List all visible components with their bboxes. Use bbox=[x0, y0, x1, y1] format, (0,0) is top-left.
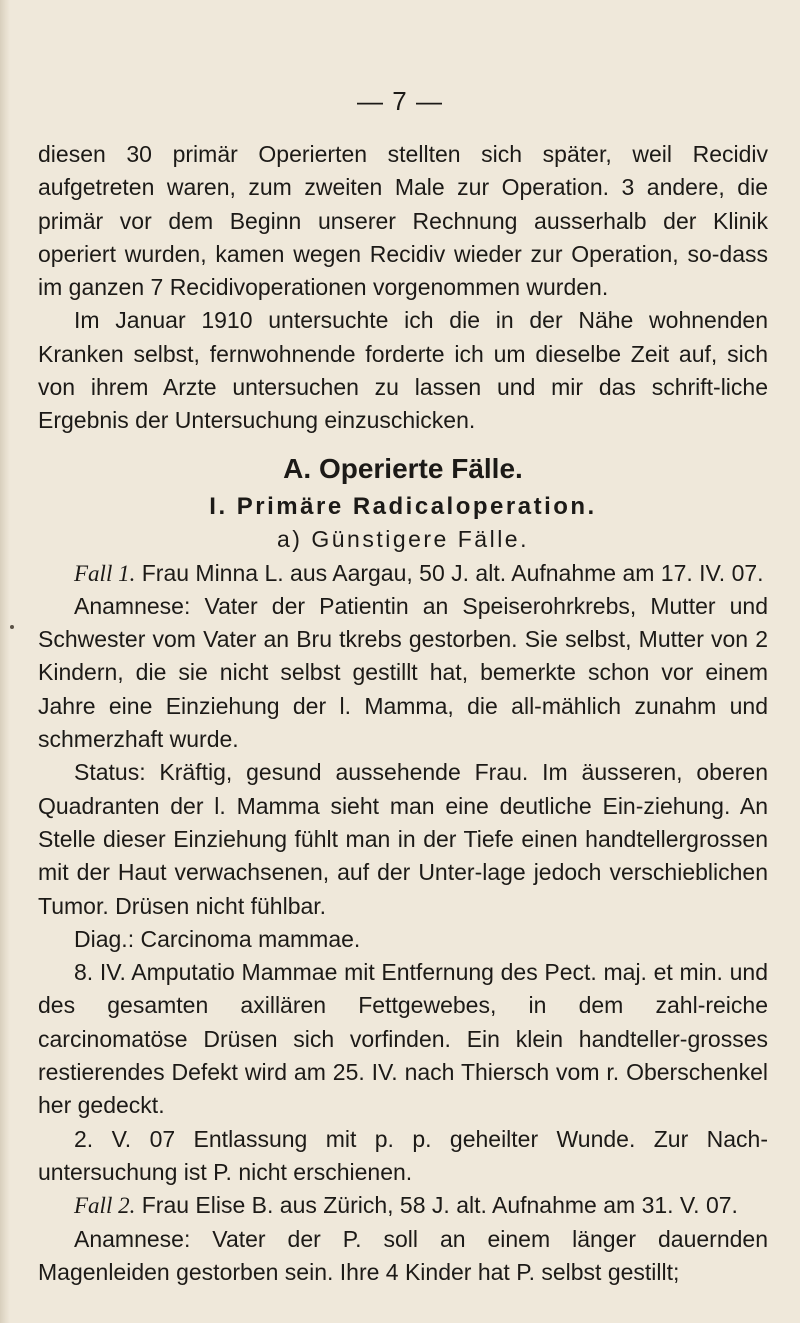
case-2-anamnese: Anamnese: Vater der P. soll an einem länger dauernden Magenleiden gestorben sein. Ihre 4 Kinder hat P. selbst gestillt; bbox=[38, 1225, 768, 1285]
paragraph-recidiv: diesen 30 primär Operierten stellten sich später, weil Recidiv aufgetreten waren, zum zweiten Male zur Operation. 3 andere, die primär vor dem Beginn unserer Rechnung ausserhalb der Klinik operiert wurden, kamen wegen Recidiv wieder zur Operation, so-dass im ganzen 7 Recidivoperationen vorgenommen wurden. bbox=[38, 141, 768, 301]
case-2-label: Fall 2. bbox=[74, 1193, 136, 1219]
paragraph-followup-method: Im Januar 1910 untersuchte ich die in der Nähe wohnenden Kranken selbst, fernwohnende forderte ich um dieselbe Zeit auf, sich von ihrem Arzte untersuchen zu lassen und mir das schrift-liche Ergebnis der Untersuchung einzuschicken. bbox=[38, 307, 768, 434]
case-1-anamnese: Anamnese: Vater der Patientin an Speiserohrkrebs, Mutter und Schwester vom Vater an Bru tkrebs gestorben. Sie selbst, Mutter von 2 Kindern, die sie nicht selbst gestillt hat, bemerkte schon vor einem Jahre eine Einziehung der l. Mamma, die all-mählich zunahm und schmerzhaft wurde. bbox=[38, 592, 768, 753]
case-2-text: Frau Elise B. aus Zürich, 58 J. alt. Aufnahme am 31. V. 07. bbox=[141, 1192, 738, 1219]
case-1-text: Frau Minna L. aus Aargau, 50 J. alt. Aufnahme am 17. IV. 07. bbox=[141, 559, 764, 586]
case-1-operation: 8. IV. Amputatio Mammae mit Entfernung des Pect. maj. et min. und des gesamten axillären Fettgewebes, in dem zahl-reiche carcinomatöse Drüsen sich vorfinden. Ein klein handteller-grosses restierendes Defekt wird am 25. IV. nach Thiersch vom r. Oberschenkel her gedeckt. bbox=[38, 959, 768, 1119]
subsection-heading-favourable-cases: a) Günstigere Fälle. bbox=[277, 526, 529, 553]
page-number: — 7 — bbox=[357, 86, 443, 116]
document-body bbox=[38, 138, 768, 1289]
paper-speck bbox=[10, 625, 14, 629]
case-1-status: Status: Kräftig, gesund aussehende Frau. Im äusseren, oberen Quadranten der l. Mamma sieht man eine deutliche Ein-ziehung. An Stelle dieser Einziehung fühlt man in der Tiefe einen handtellergrossen mit der Haut verwachsenen, auf der Unter-lage jedoch verschieblichen Tumor. Drüsen nicht fühlbar. bbox=[38, 759, 768, 919]
section-heading-operated-cases: A. Operierte Fälle. bbox=[283, 452, 523, 484]
case-2-intro bbox=[38, 1189, 768, 1222]
section-heading-primary-radical-operation: I. Primäre Radicaloperation. bbox=[209, 492, 597, 520]
case-1-discharge: 2. V. 07 Entlassung mit p. p. geheilter Wunde. Zur Nach-untersuchung ist P. nicht erschienen. bbox=[38, 1125, 768, 1185]
case-1-diagnosis: Diag.: Carcinoma mammae. bbox=[74, 925, 361, 952]
case-1-label: Fall 1. bbox=[74, 560, 136, 586]
case-1-intro bbox=[38, 557, 768, 590]
page-edge bbox=[0, 0, 10, 1323]
